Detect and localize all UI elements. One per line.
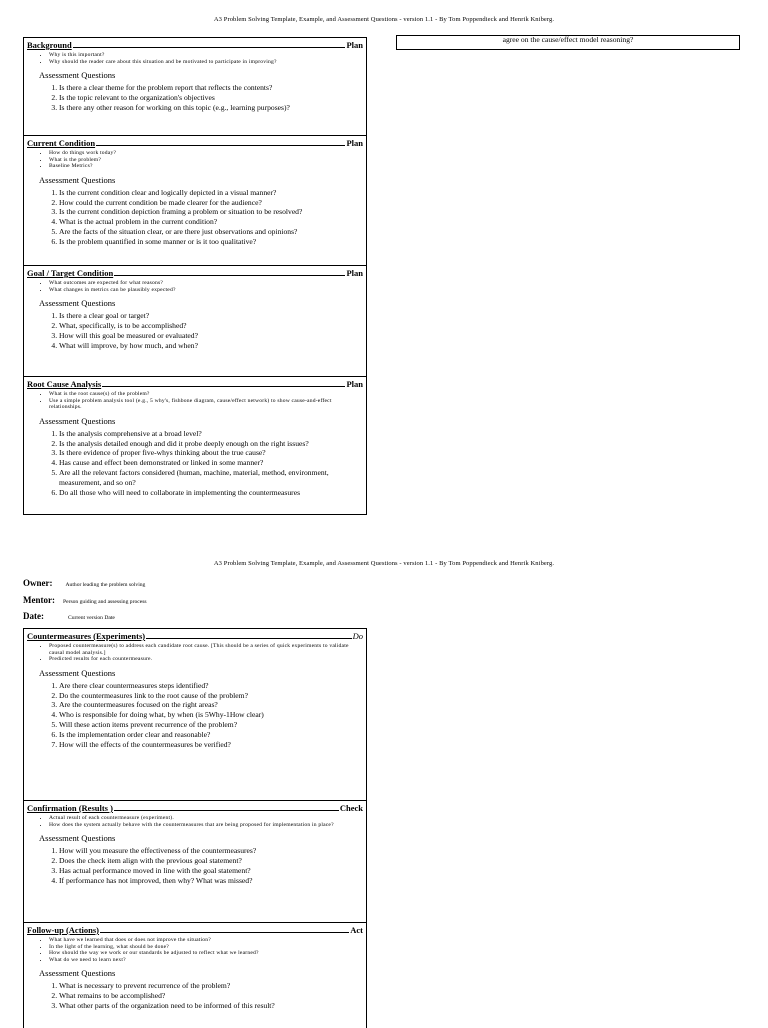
assessment-question: 2. Does the check item align with the previous goal statement? <box>59 856 363 866</box>
guidance-item: • Proposed countermeasure(s) to address each candidate root cause. [This should be a series of quick experiments to validate causal model analysis.] <box>49 643 363 656</box>
assessment-question: 3. Has actual performance moved in line with the goal statement? <box>59 866 363 876</box>
header-rule <box>73 47 346 48</box>
mentor-value: Person guiding and assessing process <box>62 599 147 605</box>
assessment-question: 2. What remains to be accomplished? <box>59 991 363 1001</box>
note-box <box>396 35 740 50</box>
assessment-question: 5. Are all the relevant factors considered (human, machine, material, method, environment, measurement, and so on? <box>59 468 363 488</box>
section-header <box>27 138 363 148</box>
assessment-question: 2. Is the topic relevant to the organization's objectives <box>59 93 363 103</box>
assessment-question: 2. Do the countermeasures link to the root cause of the problem? <box>59 691 363 701</box>
assessment-question: 2. How could the current condition be made clearer for the audience? <box>59 198 363 208</box>
assessment-question: 3. What other parts of the organization need to be informed of this result? <box>59 1001 363 1011</box>
assessment-question: 3. Is the current condition depiction framing a problem or situation to be resolved? <box>59 207 363 217</box>
page-header: A3 Problem Solving Template, Example, and Assessment Questions - version 1.1 - By Tom Poppendieck and Henrik Kniberg. <box>213 16 555 23</box>
assessment-question: 6. Is the implementation order clear and reasonable? <box>59 730 363 740</box>
assessment-question: 3. Is there any other reason for working on this topic (e.g., learning purposes)? <box>59 103 363 113</box>
guidance-list <box>27 643 363 663</box>
section-header <box>27 631 363 641</box>
assessment-question: 1. Is the analysis comprehensive at a broad level? <box>59 429 363 439</box>
owner-label: Owner: <box>23 578 53 588</box>
section-background <box>24 38 366 136</box>
assessment-question: 2. Is the analysis detailed enough and did it probe deeply enough on the right issues? <box>59 439 363 449</box>
assessment-questions-list <box>27 429 363 498</box>
section-header <box>27 40 363 50</box>
assessment-questions-list <box>27 681 363 750</box>
assessment-questions-heading: Assessment Questions <box>39 968 116 979</box>
a3-panel-left-page1 <box>23 37 367 515</box>
phase-label: Do <box>352 631 363 641</box>
section-title: Follow-up (Actions) <box>27 925 100 935</box>
header-rule <box>100 932 349 933</box>
section-header <box>27 803 363 813</box>
assessment-questions-heading: Assessment Questions <box>39 833 116 844</box>
date-label: Date: <box>23 611 44 621</box>
guidance-item: • Actual result of each countermeasure (experiment). <box>49 815 363 822</box>
assessment-question: 5. Are the facts of the situation clear, or are there just observations and opinions? <box>59 227 363 237</box>
mentor-row <box>23 595 147 605</box>
assessment-question: 5. Will these action items prevent recurrence of the problem? <box>59 720 363 730</box>
section-follow-up-actions <box>24 923 366 1028</box>
a3-panel-left-page2 <box>23 628 367 1028</box>
guidance-item: • Why should the reader care about this situation and be motivated to participate in improving? <box>49 59 363 66</box>
section-current-condition <box>24 136 366 266</box>
section-title: Goal / Target Condition <box>27 268 114 278</box>
guidance-list <box>27 150 363 170</box>
section-confirmation-results <box>24 801 366 923</box>
note-text: agree on the cause/effect model reasoning? <box>502 35 634 44</box>
assessment-questions-heading: Assessment Questions <box>39 70 116 81</box>
section-title: Background <box>27 40 72 50</box>
phase-label: Act <box>350 925 363 935</box>
assessment-question: 4. What will improve, by how much, and when? <box>59 341 363 351</box>
guidance-item: • What outcomes are expected for what reasons? <box>49 280 363 287</box>
section-goal-target-condition <box>24 266 366 377</box>
guidance-item: • What is the problem? <box>49 157 363 164</box>
assessment-question: 1. Is there a clear theme for the problem report that reflects the contents? <box>59 83 363 93</box>
assessment-questions-heading: Assessment Questions <box>39 174 116 185</box>
guidance-list <box>27 937 363 963</box>
assessment-question: 3. Is there evidence of proper five-whys thinking about the true cause? <box>59 448 363 458</box>
header-rule <box>146 638 351 639</box>
guidance-item: • In the light of the learning, what should be done? <box>49 944 363 951</box>
section-title: Root Cause Analysis <box>27 379 102 389</box>
guidance-item: • How should the way we work or our standards be adjusted to reflect what we learned? <box>49 950 363 957</box>
assessment-questions-list <box>27 311 363 350</box>
assessment-questions-heading: Assessment Questions <box>39 415 116 426</box>
assessment-questions-heading: Assessment Questions <box>39 667 116 678</box>
guidance-item: • What is the root cause(s) of the problem? <box>49 391 363 398</box>
date-row <box>23 611 115 621</box>
assessment-question: 4. Has cause and effect been demonstrated or linked in some manner? <box>59 458 363 468</box>
assessment-question: 4. Who is responsible for doing what, by when (is 5Why-1How clear) <box>59 710 363 720</box>
section-countermeasures-experiments <box>24 629 366 801</box>
assessment-questions-heading: Assessment Questions <box>39 298 116 309</box>
assessment-question: 6. Do all those who will need to collaborate in implementing the countermeasures <box>59 488 363 498</box>
phase-label: Plan <box>346 268 363 278</box>
page-header-2: A3 Problem Solving Template, Example, and Assessment Questions - version 1.1 - By Tom Poppendieck and Henrik Kniberg. <box>213 560 555 567</box>
guidance-item: • Use a simple problem analysis tool (e.g., 5 why's, fishbone diagram, cause/effect network) to show cause-and-effect relationships. <box>49 398 363 411</box>
assessment-question: 1. What is necessary to prevent recurrence of the problem? <box>59 981 363 991</box>
section-header <box>27 925 363 935</box>
guidance-item: • What do we need to learn next? <box>49 957 363 964</box>
guidance-item: • What changes in metrics can be plausibly expected? <box>49 287 363 294</box>
guidance-item: • Baseline Metrics? <box>49 163 363 170</box>
assessment-question: 1. How will you measure the effectiveness of the countermeasures? <box>59 846 363 856</box>
section-header <box>27 379 363 389</box>
section-header <box>27 268 363 278</box>
guidance-item: • What have we learned that does or does not improve the situation? <box>49 937 363 944</box>
guidance-item: • How do things work today? <box>49 150 363 157</box>
date-value: Current version Date <box>68 615 115 621</box>
assessment-questions-list <box>27 83 363 112</box>
assessment-question: 3. How will this goal be measured or evaluated? <box>59 331 363 341</box>
header-rule <box>114 275 345 276</box>
assessment-question: 1. Is there a clear goal or target? <box>59 311 363 321</box>
assessment-questions-list <box>27 846 363 885</box>
section-root-cause-analysis <box>24 377 366 514</box>
guidance-item: • Predicted results for each countermeasure. <box>49 656 363 663</box>
section-title: Countermeasures (Experiments) <box>27 631 146 641</box>
assessment-question: 1. Are there clear countermeasures steps identified? <box>59 681 363 691</box>
guidance-list <box>27 815 363 828</box>
assessment-question: 1. Is the current condition clear and logically depicted in a visual manner? <box>59 188 363 198</box>
assessment-question: 2. What, specifically, is to be accomplished? <box>59 321 363 331</box>
phase-label: Plan <box>346 40 363 50</box>
assessment-question: 6. Is the problem quantified in some manner or is it too qualitative? <box>59 237 363 247</box>
header-rule <box>102 386 345 387</box>
guidance-list <box>27 52 363 65</box>
assessment-questions-list <box>27 981 363 1010</box>
assessment-question: 7. How will the effects of the countermeasures be verified? <box>59 740 363 750</box>
guidance-list <box>27 391 363 411</box>
assessment-question: 4. What is the actual problem in the current condition? <box>59 217 363 227</box>
assessment-questions-list <box>27 188 363 247</box>
phase-label: Check <box>339 803 363 813</box>
phase-label: Plan <box>346 379 363 389</box>
owner-row <box>23 578 145 588</box>
header-rule <box>114 810 339 811</box>
guidance-list <box>27 280 363 293</box>
guidance-item: • Why is this important? <box>49 52 363 59</box>
owner-value: Author leading the problem solving <box>65 582 146 588</box>
phase-label: Plan <box>346 138 363 148</box>
header-rule <box>96 145 345 146</box>
mentor-label: Mentor: <box>23 595 55 605</box>
guidance-item: • How does the system actually behave with the countermeasures that are being proposed for implementation in place? <box>49 822 363 829</box>
section-title: Confirmation (Results ) <box>27 803 113 813</box>
assessment-question: 3. Are the countermeasures focused on the right areas? <box>59 700 363 710</box>
assessment-question: 4. If performance has not improved, then why? What was missed? <box>59 876 363 886</box>
section-title: Current Condition <box>27 138 96 148</box>
